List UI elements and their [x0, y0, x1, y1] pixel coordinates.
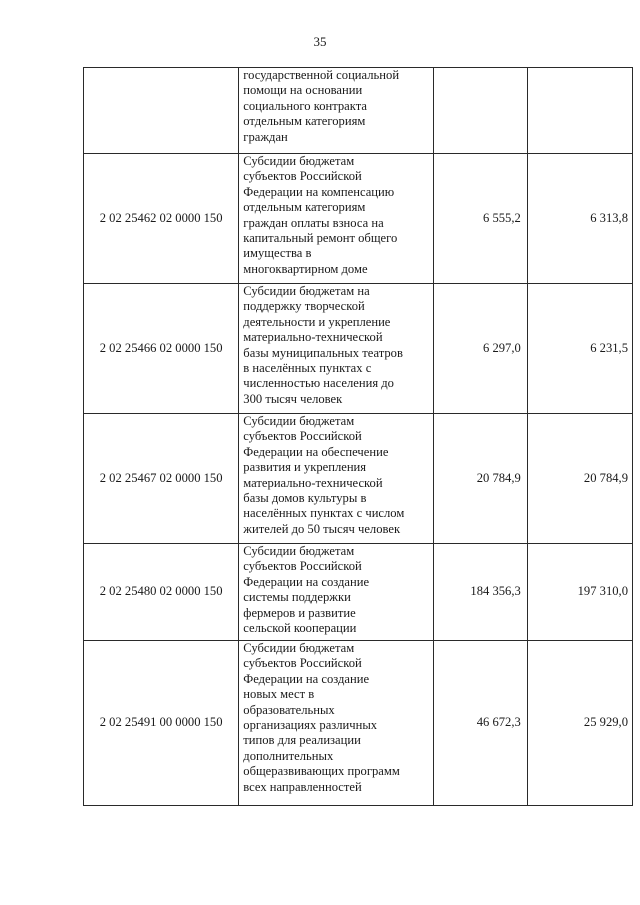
description-line: Субсидии бюджетам	[243, 154, 355, 168]
description-line: Субсидии бюджетам	[243, 414, 355, 428]
description-line: развития и укрепления	[243, 460, 367, 475]
row-description	[239, 544, 433, 641]
description-line: жителей до 50 тысяч человек	[243, 521, 401, 536]
page-number: 35	[313, 34, 327, 49]
description-line: 300 тысяч человек	[243, 391, 343, 406]
description-line: отдельным категориям	[243, 114, 366, 129]
description-line: базы домов культуры в	[243, 491, 367, 506]
row-code: 2 02 25467 02 0000 150	[84, 414, 239, 544]
description-line: государственной социальной	[243, 68, 400, 82]
row-amount-1: 184 356,3	[433, 544, 527, 641]
description-line: отдельным категориям	[243, 200, 366, 215]
description-line: фермеров и развитие	[243, 605, 356, 620]
description-line: субъектов Российской	[243, 429, 362, 444]
description-line: поддержку творческой	[243, 299, 365, 314]
table-row	[84, 641, 633, 806]
description-line: Федерации на создание	[243, 574, 370, 589]
description-line: системы поддержки	[243, 590, 351, 605]
table-row	[84, 284, 633, 414]
row-code	[84, 68, 239, 154]
description-line: всех направленностей	[243, 779, 362, 794]
description-line: Федерации на создание	[243, 671, 370, 686]
row-description	[239, 68, 433, 154]
description-line: субъектов Российской	[243, 656, 362, 671]
description-line: материально-технической	[243, 330, 383, 345]
row-code: 2 02 25462 02 0000 150	[84, 154, 239, 284]
row-amount-1: 6 297,0	[433, 284, 527, 414]
description-line: социального контракта	[243, 98, 367, 113]
description-line: Субсидии бюджетам на	[243, 284, 370, 298]
row-amount-2: 197 310,0	[527, 544, 632, 641]
description-line: многоквартирном доме	[243, 261, 368, 276]
row-code: 2 02 25480 02 0000 150	[84, 544, 239, 641]
row-amount-2: 25 929,0	[527, 641, 632, 806]
table-row	[84, 68, 633, 154]
description-line: в населённых пунктах с	[243, 361, 372, 376]
description-line: материально-технической	[243, 475, 383, 490]
description-line: капитальный ремонт общего	[243, 231, 398, 246]
description-line: дополнительных	[243, 748, 334, 763]
description-line: имущества в	[243, 246, 312, 261]
description-line: организациях различных	[243, 718, 378, 733]
row-amount-1: 46 672,3	[433, 641, 527, 806]
table-row	[84, 154, 633, 284]
description-line: типов для реализации	[243, 733, 361, 748]
description-line: общеразвивающих программ	[243, 764, 400, 779]
description-line: базы муниципальных театров	[243, 345, 403, 360]
description-line: новых мест в	[243, 687, 315, 702]
row-amount-2: 6 231,5	[527, 284, 632, 414]
description-line: населённых пунктах с числом	[243, 506, 405, 521]
row-code: 2 02 25491 00 0000 150	[84, 641, 239, 806]
row-description	[239, 641, 433, 806]
row-amount-2: 20 784,9	[527, 414, 632, 544]
description-line: субъектов Российской	[243, 559, 362, 574]
row-description	[239, 414, 433, 544]
table-row	[84, 414, 633, 544]
table-row	[84, 544, 633, 641]
description-line: сельской кооперации	[243, 621, 357, 636]
description-line: Федерации на обеспечение	[243, 444, 389, 459]
row-amount-2	[527, 68, 632, 154]
table-body	[84, 68, 633, 806]
row-amount-2: 6 313,8	[527, 154, 632, 284]
description-line: помощи на основании	[243, 83, 363, 98]
description-line: образовательных	[243, 702, 335, 717]
description-line: граждан оплаты взноса на	[243, 215, 384, 230]
description-line: деятельности и укрепление	[243, 314, 391, 329]
budget-table	[83, 67, 633, 806]
row-amount-1: 6 555,2	[433, 154, 527, 284]
description-line: Субсидии бюджетам	[243, 544, 355, 558]
description-line: Федерации на компенсацию	[243, 184, 395, 199]
description-line: Субсидии бюджетам	[243, 641, 355, 655]
description-line: граждан	[243, 129, 288, 144]
row-description	[239, 154, 433, 284]
description-line: субъектов Российской	[243, 169, 362, 184]
row-amount-1	[433, 68, 527, 154]
description-line: численностью населения до	[243, 376, 394, 391]
row-code: 2 02 25466 02 0000 150	[84, 284, 239, 414]
row-amount-1: 20 784,9	[433, 414, 527, 544]
row-description	[239, 284, 433, 414]
